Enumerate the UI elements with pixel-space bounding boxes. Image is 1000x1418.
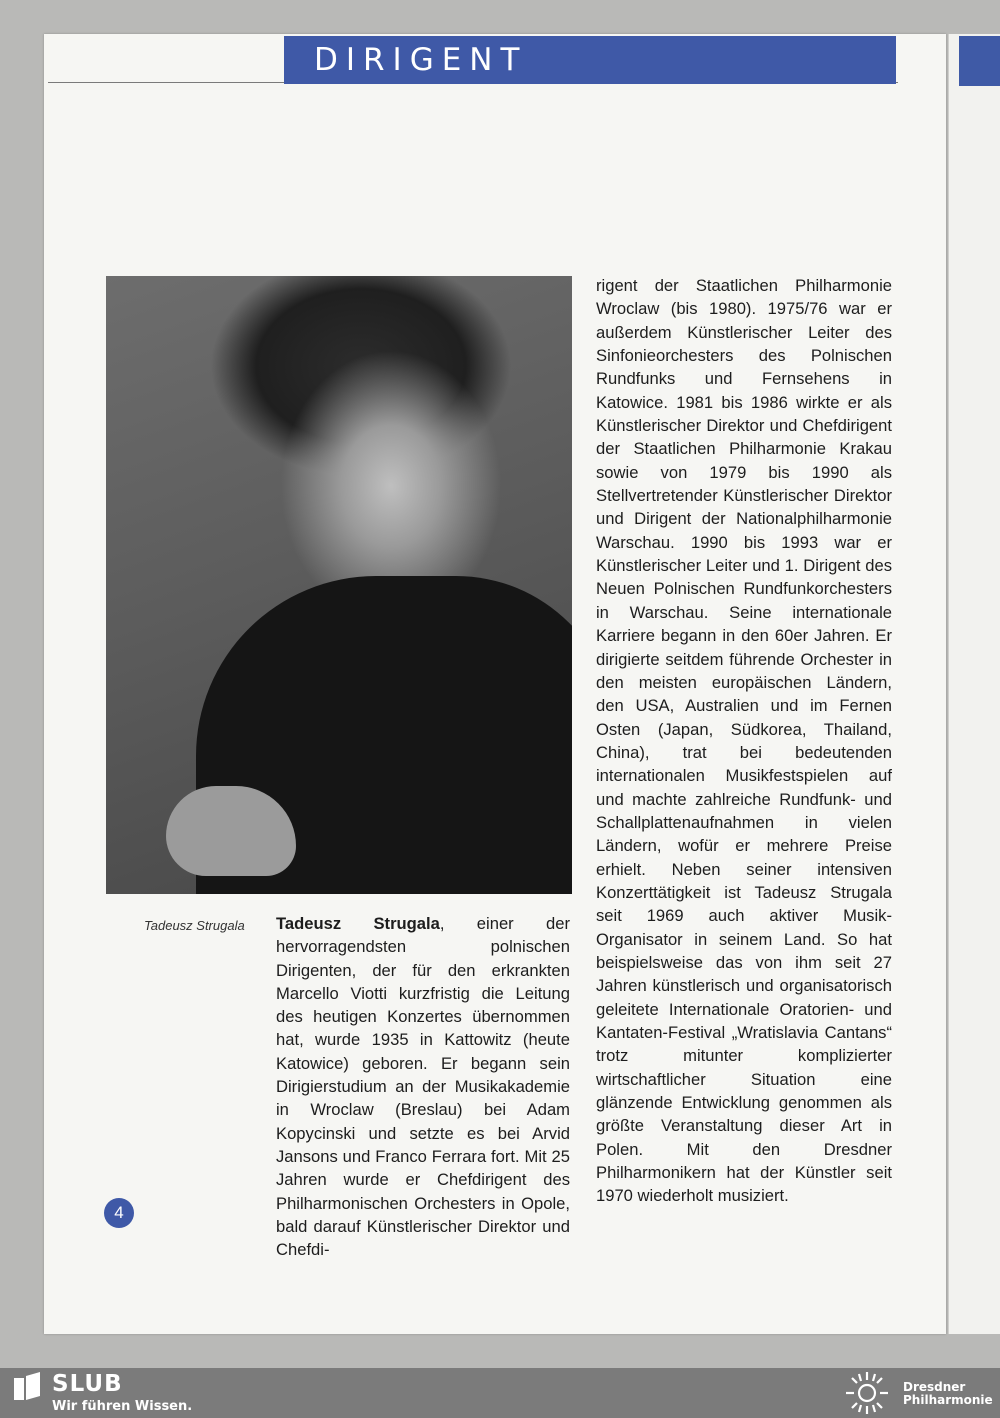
article-column-right — [596, 274, 892, 1208]
partner-name-line1: Dresdner — [903, 1380, 966, 1394]
article-column-left — [276, 912, 570, 1261]
partner-name — [903, 1381, 993, 1407]
program-page — [44, 34, 946, 1334]
section-header — [284, 36, 896, 84]
article-name: Tadeusz Strugala — [276, 914, 440, 933]
next-page-band — [959, 36, 1000, 86]
conductor-photo — [106, 276, 572, 894]
library-tagline: Wir führen Wissen. — [52, 1399, 193, 1414]
page-number: 4 — [104, 1198, 134, 1228]
article-text-right: rigent der Staatlichen Philharmonie Wroclaw (bis 1980). 1975/76 war er außerdem Künstlerischer Leiter des Sinfonieorchesters des Polnischen Rundfunks und Fernsehens in Katowice. 1981 bis 1986 wirkte er als Künstlerischer Direktor und Chefdirigent der Staatlichen Philharmonie Krakau sowie von 1979 bis 1990 als Stellvertretender Künstlerischer Direktor und Dirigent der Nationalphilharmonie Warschau. 1990 bis 1993 war er Künstlerischer Leiter und 1. Dirigent des Neuen Polnischen Rundfunkorchesters in Warschau. Seine internationale Karriere begann in den 60er Jahren. Er dirigierte seitdem führende Orchester in den meisten europäischen Ländern, den USA, Australien und im Fernen Osten (Japan, Südkorea, Thailand, China), trat bei bedeutenden internationalen Musikfestspielen auf und machte zahlreiche Rundfunk- und Schallplattenaufnahmen in vielen Ländern, wofür er mehrere Preise erhielt. Neben seiner intensiven Konzerttätigkeit ist Tadeusz Strugala seit 1969 auch aktiver Musik-Organisator in seinem Land. So hat beispielsweise das von ihm seit 27 Jahren künstlerisch und organisatorisch geleitete Internationale Oratorien- und Kantaten-Festival „Wratislavia Cantans“ trotz mitunter komplizierter wirtschaftlicher Situation eine glänzende Entwicklung genommen als größte Veranstaltung dieser Art in Polen. Mit den Dresdner Philharmonikern hat der Künstler seit 1970 wiederholt musiziert. — [596, 276, 892, 1206]
section-title: DIRIGENT — [314, 42, 528, 78]
partner-name-line2: Philharmonie — [903, 1393, 993, 1407]
slub-logo-icon — [12, 1372, 42, 1402]
next-page-edge — [948, 34, 1000, 1334]
philharmonie-logo-icon — [842, 1370, 892, 1416]
footer-bar — [0, 1368, 1000, 1418]
article-text-left: , einer der hervorragendsten polnischen Dirigenten, der für den erkrankten Marcello Viotti kurzfristig die Leitung des heutigen Konzertes übernommen hat, wurde 1935 in Kattowitz (heute Katowice) geboren. Er begann sein Dirigierstudium an der Musikakademie in Wroclaw (Breslau) bei Adam Kopycinski und setzte es bei Arvid Jansons und Franco Ferrara fort. Mit 25 Jahren wurde er Chefdirigent des Philharmonischen Orchesters in Opole, bald darauf Künstlerischer Direktor und Chefdi- — [276, 914, 570, 1260]
photo-caption: Tadeusz Strugala — [144, 918, 245, 933]
library-name: SLUB — [52, 1371, 123, 1397]
